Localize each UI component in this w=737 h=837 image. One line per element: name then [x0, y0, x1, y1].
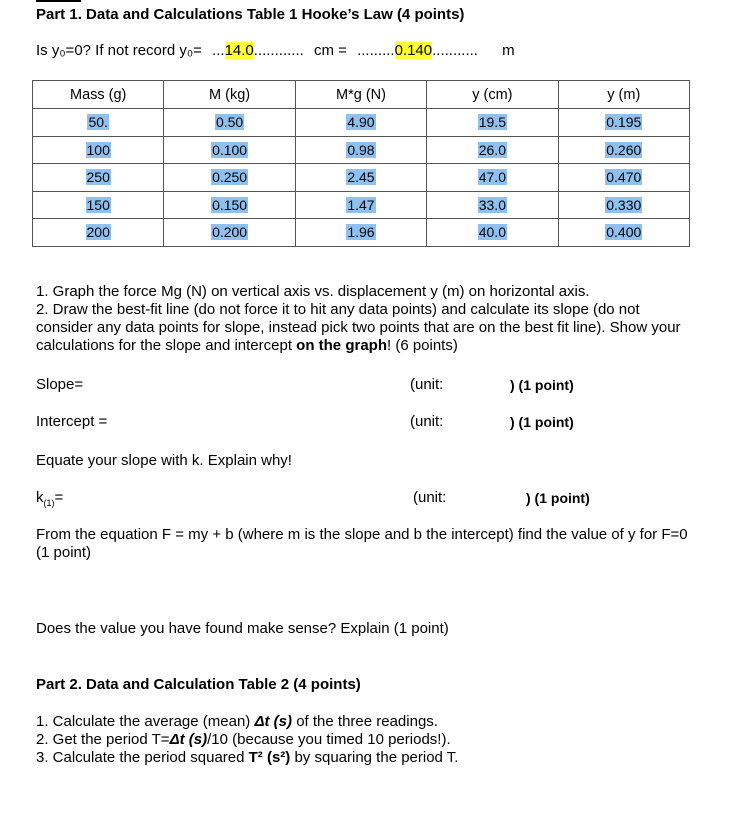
header-y-m: y (m)	[558, 81, 689, 109]
table-cell[interactable]: 40.0	[427, 219, 558, 247]
part2-title: Part 2. Data and Calculation Table 2 (4 points)	[36, 676, 361, 693]
k1-label	[36, 489, 63, 508]
k1-points: ) (1 point)	[526, 490, 590, 506]
sense-question: Does the value you have found make sense? Explain (1 point)	[36, 620, 449, 637]
k1-unit: (unit:	[413, 489, 447, 506]
table-cell[interactable]: 47.0	[427, 164, 558, 192]
table-cell[interactable]: 1.96	[295, 219, 426, 247]
header-mass-kg: M (kg)	[164, 81, 295, 109]
slope-label: Slope=	[36, 376, 84, 393]
m-label: m	[502, 42, 515, 59]
slope-points: ) (1 point)	[510, 377, 574, 393]
table-cell[interactable]: 0.150	[164, 191, 295, 219]
y0-dots-after: ............	[253, 42, 304, 59]
intercept-unit: (unit:	[410, 413, 444, 430]
equate-question: Equate your slope with k. Explain why!	[36, 452, 292, 469]
cm-label: cm =	[313, 42, 347, 59]
m-dots-before: .........	[357, 42, 395, 59]
header-y-cm: y (cm)	[427, 81, 558, 109]
instruction-1: 1. Graph the force Mg (N) on vertical axis vs. displacement y (m) on horizontal axis.	[36, 283, 590, 300]
table-cell[interactable]: 4.90	[295, 109, 426, 137]
y0-question: Is y₀=0? If not record y₀=	[36, 42, 202, 59]
top-rule	[36, 0, 81, 2]
instruction-2-text: 2. Draw the best-fit line (do not force it to hit any data points) and calculate its slope (do not consider any data points for slope, instead pick two points that are on the best fit line). Show your calculations for the slope and intercept	[36, 301, 681, 354]
part2-item-1: 1. Calculate the average (mean) Δt (s) of the three readings.	[36, 713, 438, 730]
table-cell[interactable]: 0.400	[558, 219, 689, 247]
instruction-2	[36, 301, 696, 355]
table-cell[interactable]: 0.260	[558, 136, 689, 164]
header-mass-g: Mass (g)	[33, 81, 164, 109]
table-row	[33, 191, 690, 219]
instruction-2-bold: on the graph	[296, 337, 387, 354]
intercept-label: Intercept =	[36, 413, 108, 430]
table-cell[interactable]: 0.100	[164, 136, 295, 164]
part2-item-3: 3. Calculate the period squared T² (s²) by squaring the period T.	[36, 749, 459, 766]
table-cell[interactable]: 0.98	[295, 136, 426, 164]
y0-value-m[interactable]: 0.140	[394, 42, 433, 59]
table-cell[interactable]: 26.0	[427, 136, 558, 164]
table-cell[interactable]: 19.5	[427, 109, 558, 137]
table-cell[interactable]: 33.0	[427, 191, 558, 219]
k1-subscript: (1)	[43, 498, 55, 508]
table-row	[33, 109, 690, 137]
header-force: M*g (N)	[295, 81, 426, 109]
y0-value-cm[interactable]: 14.0	[224, 42, 254, 59]
table-row	[33, 164, 690, 192]
y0-dots-before: ...	[212, 42, 225, 59]
part2-item-2: 2. Get the period T=Δt (s)/10 (because you timed 10 periods!).	[36, 731, 451, 748]
table-header-row	[33, 81, 690, 109]
table-cell[interactable]: 0.195	[558, 109, 689, 137]
table-cell[interactable]: 100	[33, 136, 164, 164]
table-row	[33, 219, 690, 247]
table-cell[interactable]: 2.45	[295, 164, 426, 192]
k1-symbol: k	[36, 489, 44, 506]
y0-line	[36, 42, 515, 59]
hookes-law-table	[32, 80, 690, 247]
k1-equals: =	[54, 489, 64, 506]
slope-unit: (unit:	[410, 376, 444, 393]
table-cell[interactable]: 150	[33, 191, 164, 219]
table-cell[interactable]: 0.50	[164, 109, 295, 137]
table-cell[interactable]: 0.200	[164, 219, 295, 247]
instruction-2-end: ! (6 points)	[386, 337, 458, 354]
m-dots-after: ...........	[432, 42, 478, 59]
table-cell[interactable]: 250	[33, 164, 164, 192]
intercept-points: ) (1 point)	[510, 414, 574, 430]
table-cell[interactable]: 0.250	[164, 164, 295, 192]
equation-question: From the equation F = my + b (where m is the slope and b the intercept) find the value of y for F=0 (1 point)	[36, 526, 688, 561]
table-cell[interactable]: 1.47	[295, 191, 426, 219]
table-cell[interactable]: 0.330	[558, 191, 689, 219]
part1-title: Part 1. Data and Calculations Table 1 Hooke’s Law (4 points)	[36, 6, 465, 23]
table-cell[interactable]: 200	[33, 219, 164, 247]
table-cell[interactable]: 50.	[33, 109, 164, 137]
table-row	[33, 136, 690, 164]
table-cell[interactable]: 0.470	[558, 164, 689, 192]
